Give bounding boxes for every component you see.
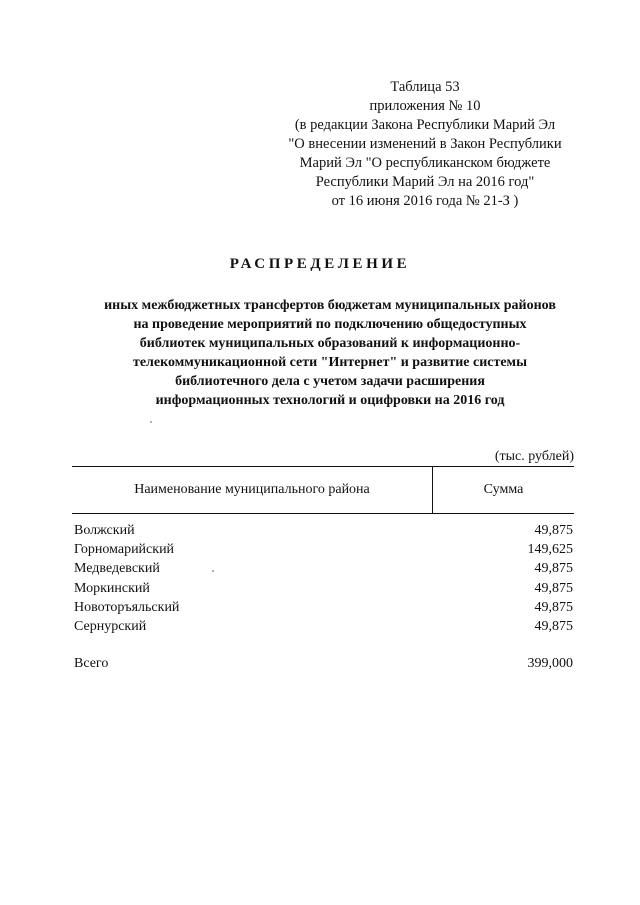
table-body	[74, 521, 573, 636]
scan-speck	[212, 570, 214, 572]
appendix-header	[270, 78, 580, 211]
document-title: РАСПРЕДЕЛЕНИЕ	[229, 256, 411, 272]
district-sum: 49,875	[534, 523, 573, 538]
table-row	[74, 521, 573, 540]
total-row	[74, 654, 573, 673]
subtitle-line: информационных технологий и оцифровки на 2016 год	[155, 393, 505, 408]
table-row	[74, 617, 573, 636]
table-header	[72, 466, 574, 514]
district-name: Волжский	[74, 523, 135, 538]
district-name: Медведевский	[74, 561, 160, 577]
header-line: "О внесении изменений в Закон Республики	[288, 136, 562, 152]
total-label: Всего	[74, 656, 109, 671]
header-line: (в редакции Закона Республики Марий Эл	[294, 117, 556, 133]
table-row	[74, 540, 573, 559]
district-name: Горномарийский	[74, 542, 175, 558]
district-sum: 149,625	[527, 542, 573, 558]
header-line: от 16 июня 2016 года № 21-З )	[331, 193, 519, 209]
document-subtitle	[60, 296, 600, 410]
district-name: Сернурский	[74, 618, 147, 634]
district-name: Моркинский	[74, 580, 150, 596]
subtitle-line: на проведение мероприятий по подключению общедоступных	[133, 317, 527, 332]
table-row	[74, 579, 573, 598]
district-sum: 49,875	[534, 580, 573, 596]
header-line: Таблица 53	[390, 79, 460, 95]
district-name: Новоторъяльский	[74, 599, 180, 615]
total-sum: 399,000	[527, 656, 573, 671]
district-sum: 49,875	[534, 561, 573, 577]
table-row	[74, 559, 573, 578]
subtitle-line: библиотек муниципальных образований к информационно-	[139, 336, 521, 351]
header-line: Республики Марий Эл на 2016 год"	[315, 174, 535, 190]
table-row	[74, 598, 573, 617]
subtitle-line: библиотечного дела с учетом задачи расширения	[175, 374, 485, 389]
header-line: Марий Эл "О республиканском бюджете	[299, 155, 551, 171]
column-header-name: Наименование муниципального района	[72, 467, 433, 513]
district-sum: 49,875	[534, 618, 573, 634]
scan-speck	[150, 421, 152, 423]
subtitle-line: телекоммуникационной сети "Интернет" и развитие системы	[132, 355, 528, 370]
column-header-sum: Сумма	[483, 482, 524, 497]
district-sum: 49,875	[534, 599, 573, 615]
subtitle-line: иных межбюджетных трансфертов бюджетам муниципальных районов	[104, 298, 556, 313]
units-label: (тыс. рублей)	[494, 449, 574, 464]
header-line: приложения № 10	[369, 98, 481, 114]
